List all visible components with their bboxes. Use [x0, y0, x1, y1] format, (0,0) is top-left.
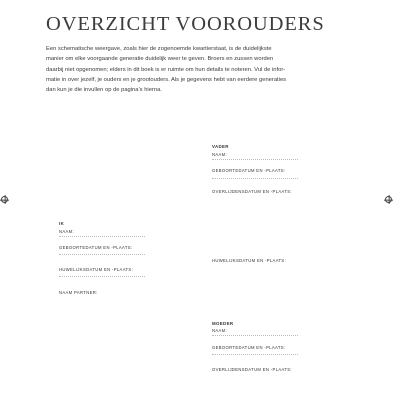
- page-title: OVERZICHT VOOROUDERS: [46, 13, 325, 35]
- registration-mark-left-icon: [1, 196, 8, 203]
- father-section: [212, 144, 302, 194]
- father-heading: VADER: [212, 144, 229, 149]
- mother-section: [212, 321, 302, 371]
- mother-heading: MOEDER: [212, 321, 234, 326]
- father-death-label: OVERLIJDENSDATUM EN -PLAATS:: [212, 189, 292, 194]
- self-name-field[interactable]: [59, 236, 145, 237]
- parents-marriage-label: HUWELIJKSDATUM EN -PLAATS:: [212, 258, 287, 263]
- intro-line: daarbij niet opgenomen; elders in dit boek is er ruimte om hun details te noteren. Vul de infor-: [46, 66, 286, 73]
- intro-line: matie in over jezelf, je ouders en je grootouders. Als je gegevens hebt van eerdere generaties: [46, 76, 287, 83]
- father-birth-label: GEBOORTEDATUM EN -PLAATS:: [212, 168, 286, 173]
- mother-birth-field[interactable]: [212, 354, 298, 355]
- self-heading: IK: [59, 221, 65, 226]
- mother-birth-label: GEBOORTEDATUM EN -PLAATS:: [212, 345, 286, 350]
- intro-line: Een schematische weergave, zoals hier de zogenoemde kwartierstaat, is de duidelijkste: [46, 46, 272, 52]
- self-birth-label: GEBOORTEDATUM EN -PLAATS:: [59, 245, 133, 250]
- self-birth-field[interactable]: [59, 254, 145, 255]
- self-partner-label: NAAM PARTNER:: [59, 290, 98, 295]
- registration-mark-right-icon: [385, 196, 392, 203]
- self-marriage-label: HUWELIJKSDATUM EN -PLAATS:: [59, 267, 134, 272]
- mother-death-label: OVERLIJDENSDATUM EN -PLAATS:: [212, 367, 292, 372]
- father-birth-field[interactable]: [212, 178, 298, 179]
- mother-name-field[interactable]: [212, 335, 298, 336]
- intro-line: dan kun je die invullen op de pagina’s hierna.: [46, 87, 162, 94]
- father-name-label: NAAM:: [212, 152, 228, 157]
- intro-line: manier om elke voorgaande generatie duidelijk weer te geven. Broers en zussen worden: [46, 56, 274, 63]
- self-section: [59, 221, 149, 296]
- self-name-label: NAAM:: [59, 229, 75, 234]
- self-marriage-field[interactable]: [59, 276, 145, 277]
- intro-paragraph: [46, 44, 346, 95]
- father-name-field[interactable]: [212, 159, 298, 160]
- parents-marriage-section: [212, 258, 302, 268]
- mother-name-label: NAAM:: [212, 328, 228, 333]
